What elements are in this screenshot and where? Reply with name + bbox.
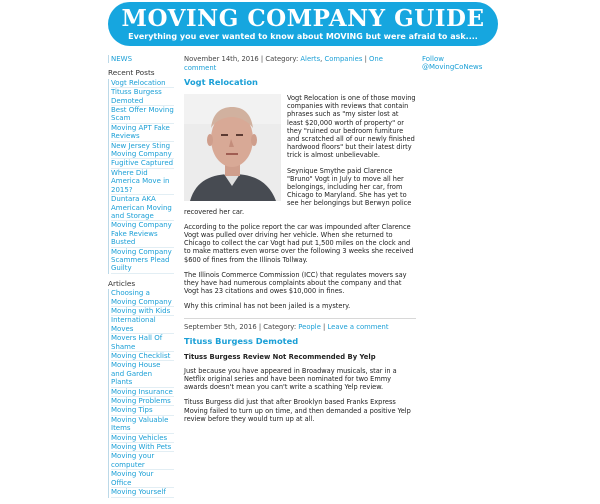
post-meta: November 14th, 2016 | Category: Alerts, Companies | One comment bbox=[184, 55, 383, 72]
post-title[interactable]: Tituss Burgess Demoted bbox=[184, 335, 299, 346]
post-paragraph: Seynique Smythe paid Clarence "Bruno" Vogt in July to move all her belongings, including her car, from Chicago to Maryland. She has yet to see her belongings but Berwyn police recovered her car. bbox=[184, 166, 412, 216]
recent-post-link[interactable]: New Jersey Sting Moving Company bbox=[111, 142, 174, 160]
twitter-follow-link[interactable]: Follow @MovingCoNews bbox=[422, 55, 483, 72]
post-date: November 14th, 2016 bbox=[184, 55, 259, 63]
article-link[interactable]: Choosing a Moving Company bbox=[111, 289, 174, 307]
main-content bbox=[184, 55, 416, 430]
article-link[interactable]: Moving with Kids bbox=[111, 307, 174, 316]
category-label: Category: bbox=[263, 322, 297, 331]
mugshot-image bbox=[184, 94, 281, 201]
article-link[interactable]: Moving House and Garden Plants bbox=[111, 361, 174, 387]
post-photo bbox=[184, 94, 281, 201]
post-paragraph: Tituss Burgess did just that after Brooklyn based Franks Express Moving failed to turn up on time, and then demanded a positive Yelp review before they would turn up at all. bbox=[184, 398, 411, 423]
comments-link[interactable]: Leave a comment bbox=[327, 322, 389, 331]
recent-post-link[interactable]: Vogt Relocation bbox=[111, 79, 174, 88]
category-label: Category: bbox=[265, 55, 299, 63]
recent-post-link[interactable]: Best Offer Moving Scam bbox=[111, 106, 174, 123]
site-header bbox=[0, 0, 600, 52]
recent-post-link[interactable]: Where Did America Move in 2015? bbox=[111, 169, 174, 195]
left-sidebar bbox=[108, 55, 174, 504]
side-nav bbox=[108, 55, 174, 63]
category-link-people[interactable]: People bbox=[298, 322, 321, 331]
recent-post-link[interactable]: Fugitive Captured bbox=[111, 159, 174, 168]
recent-posts-list bbox=[108, 79, 174, 274]
recent-posts-heading: Recent Posts bbox=[108, 68, 155, 78]
recent-post-link[interactable]: Moving Company Scammers Plead Guilty bbox=[111, 248, 174, 274]
post-paragraph: Vogt Relocation is one of those moving companies with reviews that contain phrases such as "my sister lost at least $20,000 worth of property" or they "ruined our bedroom furniture and scratched all of our newly finished hardwood floors" but their latest dirty trick is almost unbelievable. bbox=[287, 94, 416, 160]
category-link-alerts[interactable]: Alerts bbox=[300, 55, 321, 63]
article-link[interactable]: Moving Your Office bbox=[111, 470, 174, 488]
article-link[interactable]: Moving your computer bbox=[111, 452, 174, 470]
article-link[interactable]: Moving With Pets bbox=[111, 443, 174, 452]
article-link[interactable]: Movers Hall Of Shame bbox=[111, 334, 174, 352]
post-tituss-burgess bbox=[184, 323, 416, 423]
post-paragraph: According to the police report the car was impounded after Clarence Vogt was pulled over driving her vehicle. When she returned to Chicago to collect the car Vogt had put 1,500 miles on the clock and to make matters even worse over the following 3 weeks she received $600 of fines from the Illinois Tollway. bbox=[184, 222, 414, 264]
category-link-companies[interactable]: Companies bbox=[324, 55, 363, 63]
post-subtitle: Tituss Burgess Review Not Recommended By Yelp bbox=[184, 352, 376, 361]
right-sidebar bbox=[422, 55, 502, 72]
site-banner[interactable] bbox=[108, 2, 498, 46]
recent-post-link[interactable]: Tituss Burgess Demoted bbox=[111, 88, 174, 106]
post-body bbox=[184, 353, 416, 423]
post-paragraph: Just because you have appeared in Broadway musicals, star in a Netflix original series and have been nominated for two Emmy awards doesn't mean you can't write a scathing Yelp review. bbox=[184, 366, 397, 392]
article-link[interactable]: Moving Yourself bbox=[111, 488, 174, 497]
recent-post-link[interactable]: Moving Company Fake Reviews Busted bbox=[111, 221, 174, 247]
article-link[interactable]: Moving Vehicles bbox=[111, 434, 174, 443]
post-vogt-relocation bbox=[184, 55, 416, 311]
article-link[interactable]: Moving Tips bbox=[111, 406, 174, 415]
recent-post-link[interactable]: Moving APT Fake Reviews bbox=[111, 124, 174, 142]
article-link[interactable]: Moving Checklist bbox=[111, 352, 174, 361]
post-meta: September 5th, 2016 | Category: People | Leave a comment bbox=[184, 322, 389, 331]
article-link[interactable]: Moving Valuable Items bbox=[111, 416, 174, 434]
articles-heading: Articles bbox=[108, 278, 136, 288]
site-tagline: Everything you ever wanted to know about MOVING but were afraid to ask.... bbox=[128, 32, 478, 41]
post-paragraph: Why this criminal has not been jailed is a mystery. bbox=[184, 302, 351, 311]
article-link[interactable]: International Moves bbox=[111, 316, 174, 334]
post-date: September 5th, 2016 bbox=[184, 322, 257, 331]
post-body bbox=[184, 94, 416, 311]
nav-link-news[interactable]: NEWS bbox=[111, 55, 133, 63]
recent-post-link[interactable]: Duntara AKA American Moving and Storage bbox=[111, 195, 174, 221]
post-paragraph: The Illinois Commerce Commission (ICC) that regulates movers say they have had numerous complaints about the company and that Vogt has 23 citations and owes $10,000 in fines. bbox=[184, 270, 407, 296]
article-link[interactable]: Moving Problems bbox=[111, 397, 174, 406]
comments-link[interactable]: One comment bbox=[184, 55, 383, 72]
site-title[interactable]: MOVING COMPANY GUIDE bbox=[121, 5, 485, 32]
article-link[interactable]: Moving Insurance bbox=[111, 387, 173, 396]
articles-list bbox=[108, 289, 174, 497]
post-title[interactable]: Vogt Relocation bbox=[184, 77, 258, 87]
post-divider bbox=[184, 318, 416, 319]
